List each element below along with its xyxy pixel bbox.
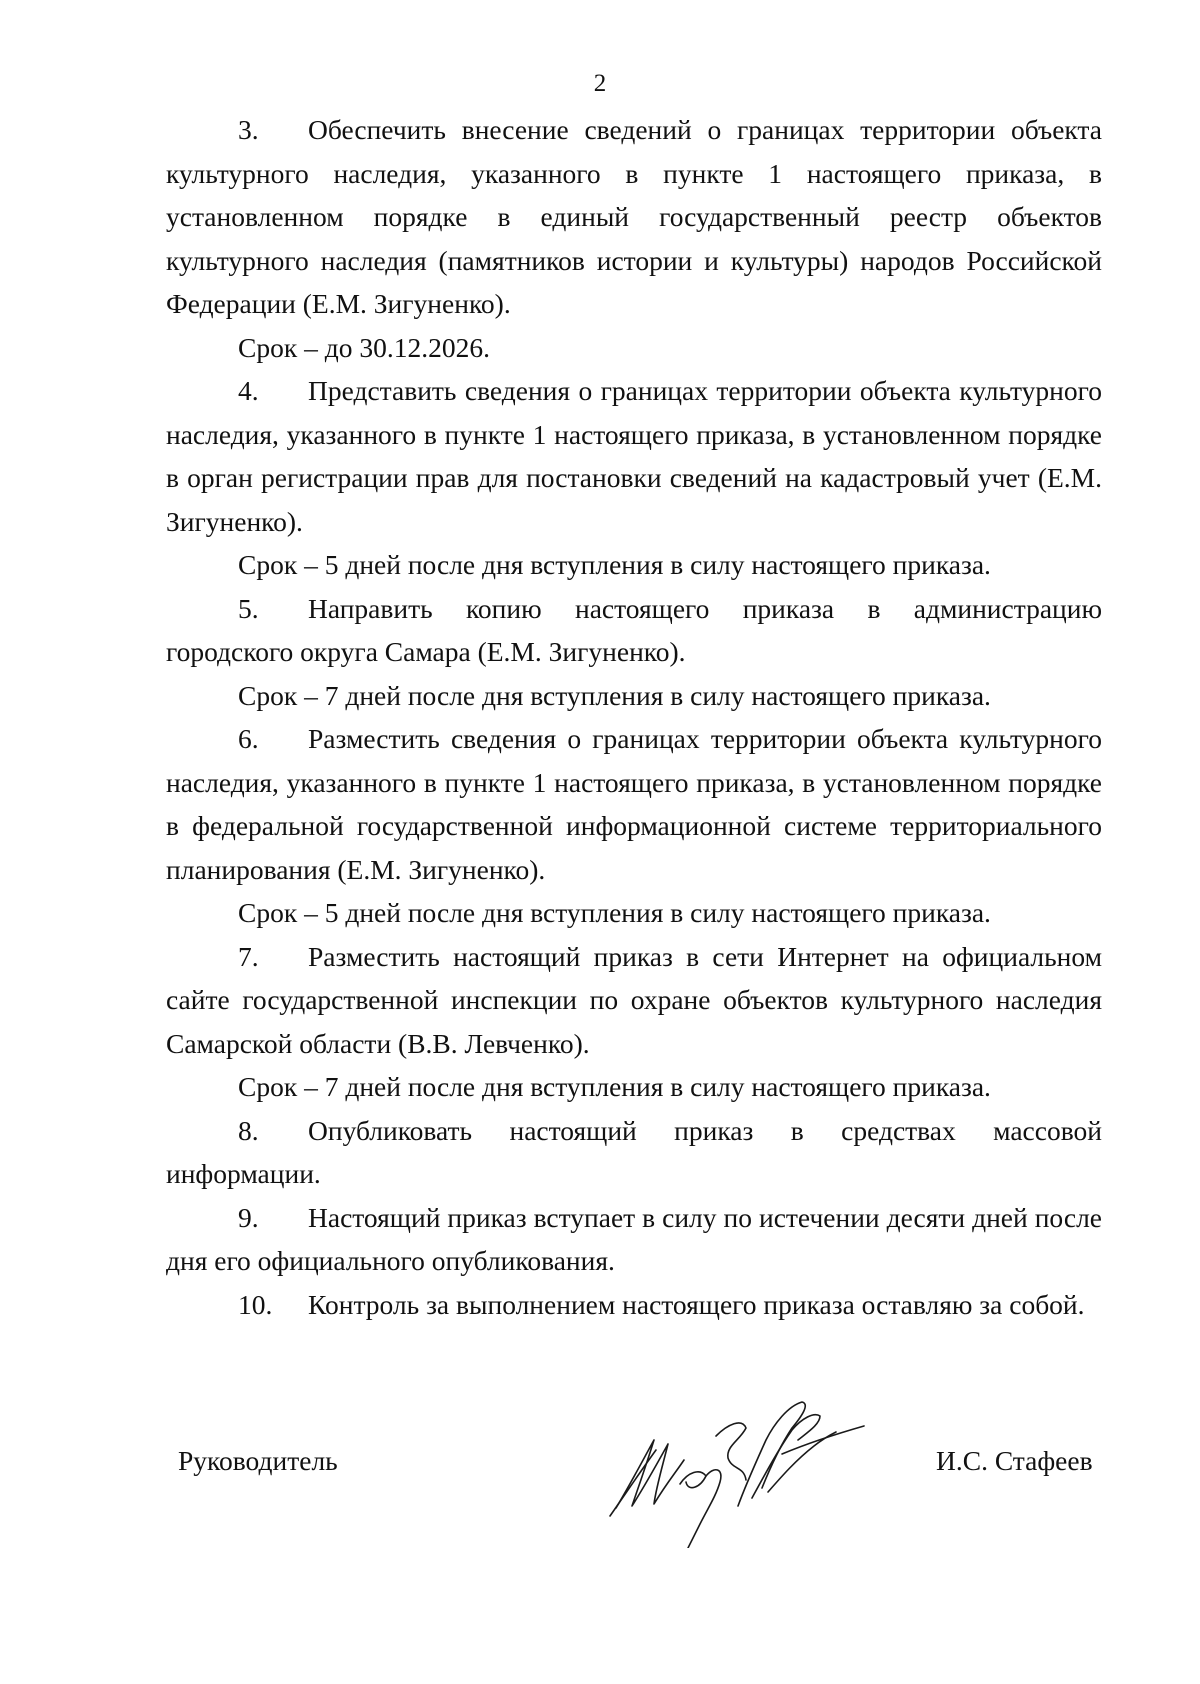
section-4-deadline: Срок – 5 дней после дня вступления в силу настоящего приказа. <box>238 549 991 580</box>
section-8 <box>166 1109 1102 1196</box>
section-number: 9. <box>238 1201 259 1233</box>
section-number: 4. <box>238 375 259 406</box>
section-5-deadline: Срок – 7 дней после дня вступления в силу настоящего приказа. <box>238 679 991 711</box>
section-text: Обеспечить внесение сведений о границах территории объекта культурного наследия, указанного в пункте 1 настоящего приказа, в установленном порядке в единый государственный реестр объектов культурного наследия (памятников истории и культуры) народов Российской Федерации (Е.М. Зигуненко). <box>166 114 1102 319</box>
section-text: Контроль за выполнением настоящего приказа оставляю за собой. <box>308 1288 1085 1320</box>
section-7-deadline: Срок – 7 дней после дня вступления в силу настоящего приказа. <box>238 1071 991 1102</box>
section-text: Направить копию настоящего приказа в администрацию городского округа Самара (Е.М. Зигуненко). <box>166 592 1102 667</box>
section-text: Опубликовать настоящий приказ в средствах массовой информации. <box>166 1114 1102 1189</box>
signatory-name: И.С. Стафеев <box>936 1445 1093 1476</box>
section-number: 8. <box>238 1114 259 1146</box>
section-number: 5. <box>238 592 259 624</box>
signatory-position: Руководитель <box>178 1445 338 1476</box>
section-number: 10. <box>238 1288 273 1320</box>
section-5 <box>166 587 1102 674</box>
section-6 <box>166 717 1102 891</box>
section-text: Настоящий приказ вступает в силу по истечении десяти дней после дня его официального опубликования. <box>166 1201 1102 1276</box>
page-number: 2 <box>593 70 607 97</box>
section-text: Разместить настоящий приказ в сети Интернет на официальном сайте государственной инспекции по охране объектов культурного наследия Самарской области (В.В. Левченко). <box>166 940 1102 1059</box>
signature-block <box>0 1400 1200 1600</box>
handwritten-signature <box>596 1388 876 1548</box>
document-body <box>166 108 1102 1326</box>
section-number: 6. <box>238 723 259 754</box>
section-text: Разместить сведения о границах территории объекта культурного наследия, указанного в пункте 1 настоящего приказа, в установленном порядке в федеральной государственной информационной системе территориального планирования (Е.М. Зигуненко). <box>166 723 1102 885</box>
section-6-deadline: Срок – 5 дней после дня вступления в силу настоящего приказа. <box>238 897 991 928</box>
section-4 <box>166 369 1102 543</box>
section-number: 3. <box>238 114 259 145</box>
section-text: Представить сведения о границах территории объекта культурного наследия, указанного в пункте 1 настоящего приказа, в установленном порядке в орган регистрации прав для постановки сведений на кадастровый учет (Е.М. Зигуненко). <box>166 375 1102 537</box>
section-10 <box>166 1283 1102 1327</box>
section-7 <box>166 935 1102 1066</box>
section-9 <box>166 1196 1102 1283</box>
section-number: 7. <box>238 940 259 972</box>
section-3 <box>166 108 1102 326</box>
section-3-deadline: Срок – до 30.12.2026. <box>238 331 490 363</box>
